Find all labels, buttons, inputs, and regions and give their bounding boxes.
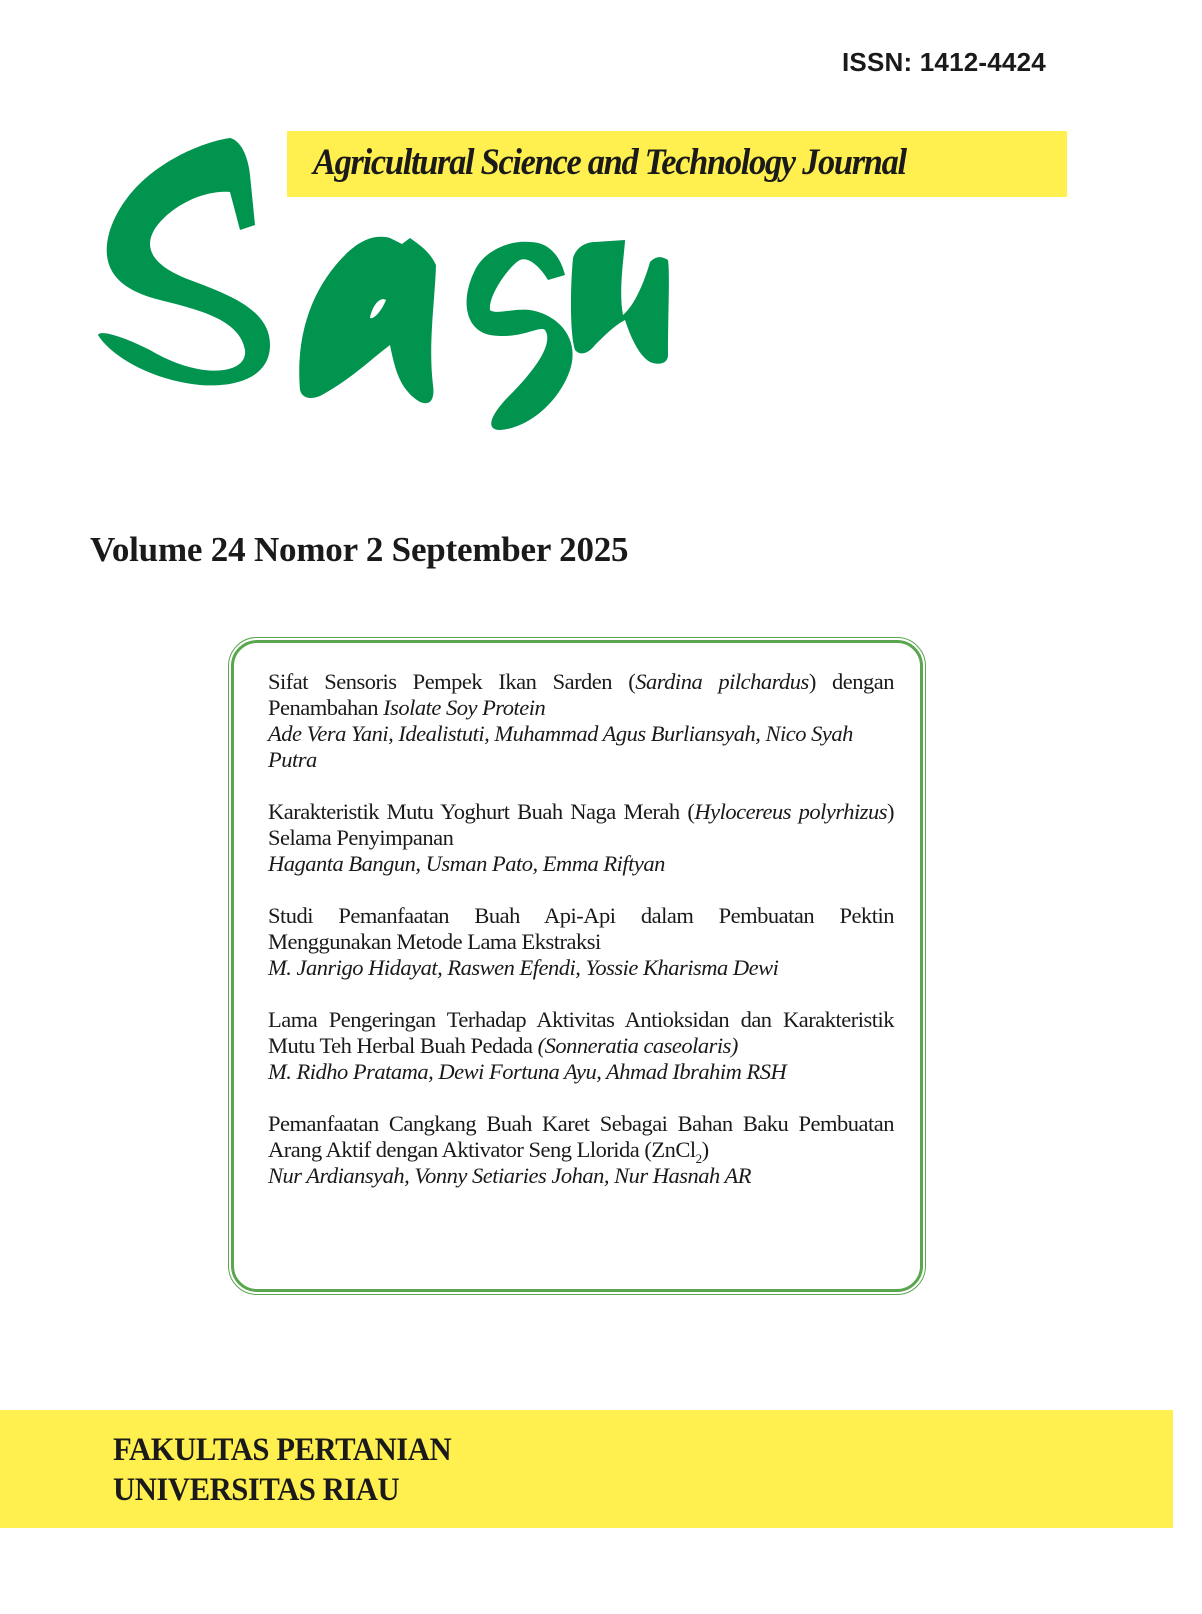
- article-authors: M. Janrigo Hidayat, Raswen Efendi, Yossie Kharisma Dewi: [268, 955, 779, 980]
- article-authors: Haganta Bangun, Usman Pato, Emma Riftyan: [268, 851, 665, 876]
- issn-label: ISSN: 1412-4424: [842, 47, 1046, 77]
- article-authors: Ade Vera Yani, Idealistuti, Muhammad Agus Burliansyah, Nico Syah Putra: [268, 721, 853, 772]
- publisher-band: [0, 1410, 1173, 1528]
- article-title: Karakteristik Mutu Yoghurt Buah Naga Merah (Hylocereus polyrhizus) Selama Penyimpanan: [268, 799, 894, 850]
- article-entry: [268, 1111, 894, 1189]
- article-title: Sifat Sensoris Pempek Ikan Sarden (Sardina pilchardus) dengan Penambahan Isolate Soy Protein: [268, 669, 895, 720]
- table-of-contents: [268, 669, 894, 1215]
- article-entry: [268, 669, 894, 773]
- volume-issue-label: Volume 24 Nomor 2 September 2025: [90, 530, 629, 569]
- sagu-logo-icon: [90, 130, 670, 440]
- university-name: UNIVERSITAS RIAU: [113, 1472, 400, 1508]
- article-entry: [268, 799, 894, 877]
- article-title: Pemanfaatan Cangkang Buah Karet Sebagai Bahan Baku Pembuatan Arang Aktif dengan Aktivator Seng Llorida (ZnCl$_2$): [268, 1111, 894, 1166]
- table-of-contents-frame: [231, 640, 923, 1292]
- journal-subtitle: Agricultural Science and Technology Journal: [313, 142, 906, 183]
- faculty-name: FAKULTAS PERTANIAN: [113, 1432, 452, 1468]
- article-title: Studi Pemanfaatan Buah Api-Api dalam Pembuatan Pektin Menggunakan Metode Lama Ekstraksi: [268, 903, 894, 954]
- article-authors: Nur Ardiansyah, Vonny Setiaries Johan, Nur Hasnah AR: [268, 1163, 751, 1188]
- article-entry: [268, 1007, 894, 1085]
- article-title: Lama Pengeringan Terhadap Aktivitas Antioksidan dan Karakteristik Mutu Teh Herbal Buah Pedada (Sonneratia caseolaris): [268, 1007, 894, 1058]
- article-entry: [268, 903, 894, 981]
- article-authors: M. Ridho Pratama, Dewi Fortuna Ayu, Ahmad Ibrahim RSH: [268, 1059, 787, 1084]
